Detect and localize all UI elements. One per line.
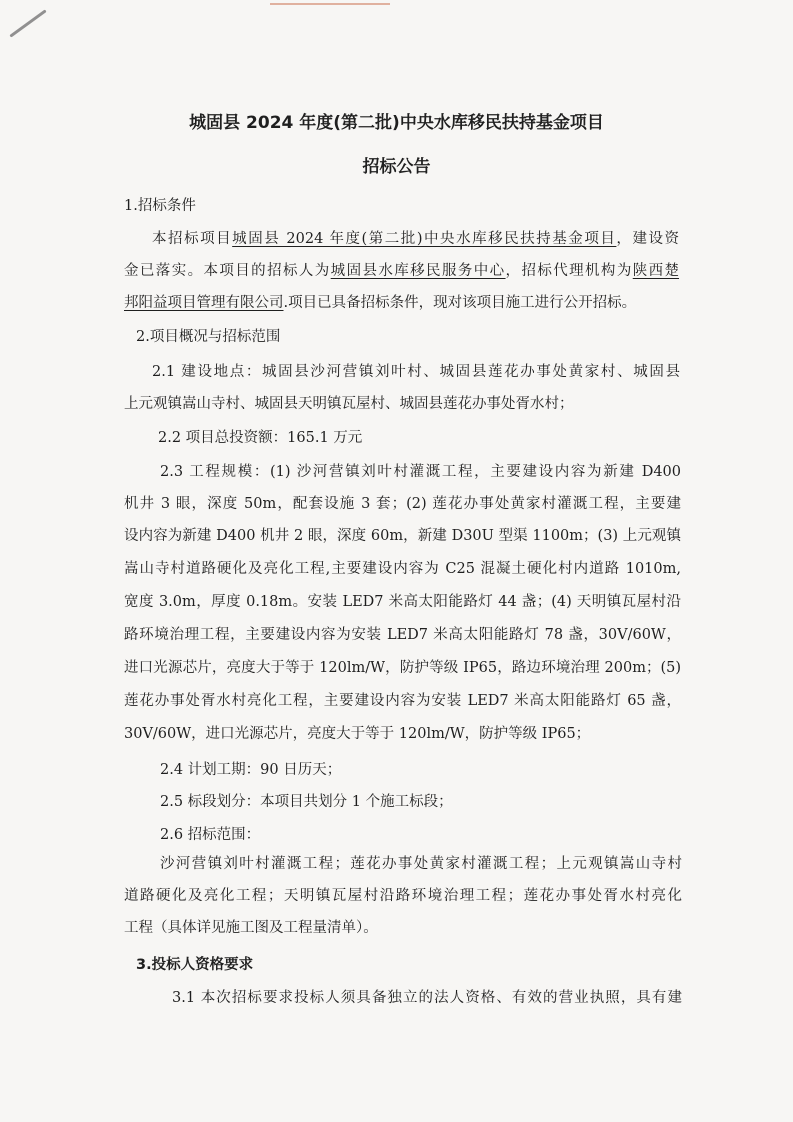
agency-underlined: 邦阳益项目管理有限公司 (124, 295, 284, 311)
paragraph-line: 2.4 计划工期：90 日历天； (160, 762, 342, 778)
paragraph-line: 上元观镇嵩山寺村、城固县天明镇瓦屋村、城固县莲花办事处胥水村； (124, 396, 574, 412)
scan-mark (270, 3, 390, 5)
agency-underlined: 陕西楚 (632, 263, 680, 279)
paragraph-line: 沙河营镇刘叶村灌溉工程；莲花办事处黄家村灌溉工程；上元观镇嵩山寺村 (160, 856, 682, 872)
paragraph-line: 莲花办事处胥水村亮化工程，主要建设内容为安装 LED7 米高太阳能路灯 65 盏， (124, 693, 681, 709)
paragraph-line: 30V/60W，进口光源芯片，亮度大于等于 120lm/W，防护等级 IP65； (124, 726, 591, 742)
paragraph-line: 2.5 标段划分：本项目共划分 1 个施工标段； (160, 794, 453, 810)
paragraph-line: 道路硬化及亮化工程；天明镇瓦屋村沿路环境治理工程；莲花办事处胥水村亮化 (124, 888, 682, 904)
pen-mark (9, 9, 46, 37)
paragraph-line: 2.6 招标范围： (160, 827, 261, 843)
document-title: 城固县 2024 年度(第二批)中央水库移民扶持基金项目 (189, 113, 604, 133)
document-subtitle: 招标公告 (362, 157, 431, 177)
section-heading: 3.投标人资格要求 (136, 957, 254, 973)
section-heading: 2.项目概况与招标范围 (136, 329, 281, 345)
paragraph-line: 3.1 本次招标要求投标人须具备独立的法人资格、有效的营业执照，具有建 (172, 990, 682, 1006)
paragraph-line: 设内容为新建 D400 机井 2 眼，深度 60m，新建 D30U 型渠 1100m；(3) 上元观镇 (124, 528, 681, 544)
paragraph-line: 本招标项目城固县 2024 年度(第二批)中央水库移民扶持基金项目，建设资 (152, 231, 680, 247)
paragraph-line: 进口光源芯片，亮度大于等于 120lm/W，防护等级 IP65，路边环境治理 200m；(5) (124, 660, 681, 676)
paragraph-line: 金已落实。本项目的招标人为城固县水库移民服务中心，招标代理机构为陕西楚 (124, 263, 680, 279)
tenderer-underlined: 城固县水库移民服务中心 (330, 263, 506, 279)
paragraph-line: 嵩山寺村道路硬化及亮化工程,主要建设内容为 C25 混凝土硬化村内道路 1010m, (124, 561, 681, 577)
paragraph-line: 2.1 建设地点：城固县沙河营镇刘叶村、城固县莲花办事处黄家村、城固县 (152, 364, 680, 380)
section-heading: 1.招标条件 (124, 198, 196, 214)
paragraph-line: 机井 3 眼，深度 50m，配套设施 3 套；(2) 莲花办事处黄家村灌溉工程，主要建 (124, 496, 681, 512)
paragraph-line: 2.2 项目总投资额：165.1 万元 (158, 430, 363, 446)
project-name-underlined: 城固县 2024 年度(第二批)中央水库移民扶持基金项目 (232, 231, 617, 247)
paragraph-line: 2.3 工程规模：(1) 沙河营镇刘叶村灌溉工程，主要建设内容为新建 D400 (160, 464, 681, 480)
paragraph-line: 宽度 3.0m，厚度 0.18m。安装 LED7 米高太阳能路灯 44 盏；(4) 天明镇瓦屋村沿 (124, 594, 681, 610)
paragraph-line: 邦阳益项目管理有限公司.项目已具备招标条件，现对该项目施工进行公开招标。 (124, 295, 637, 311)
paragraph-line: 工程（具体详见施工图及工程量清单）。 (124, 920, 378, 936)
paragraph-line: 路环境治理工程，主要建设内容为安装 LED7 米高太阳能路灯 78 盏，30V/60W， (124, 627, 681, 643)
